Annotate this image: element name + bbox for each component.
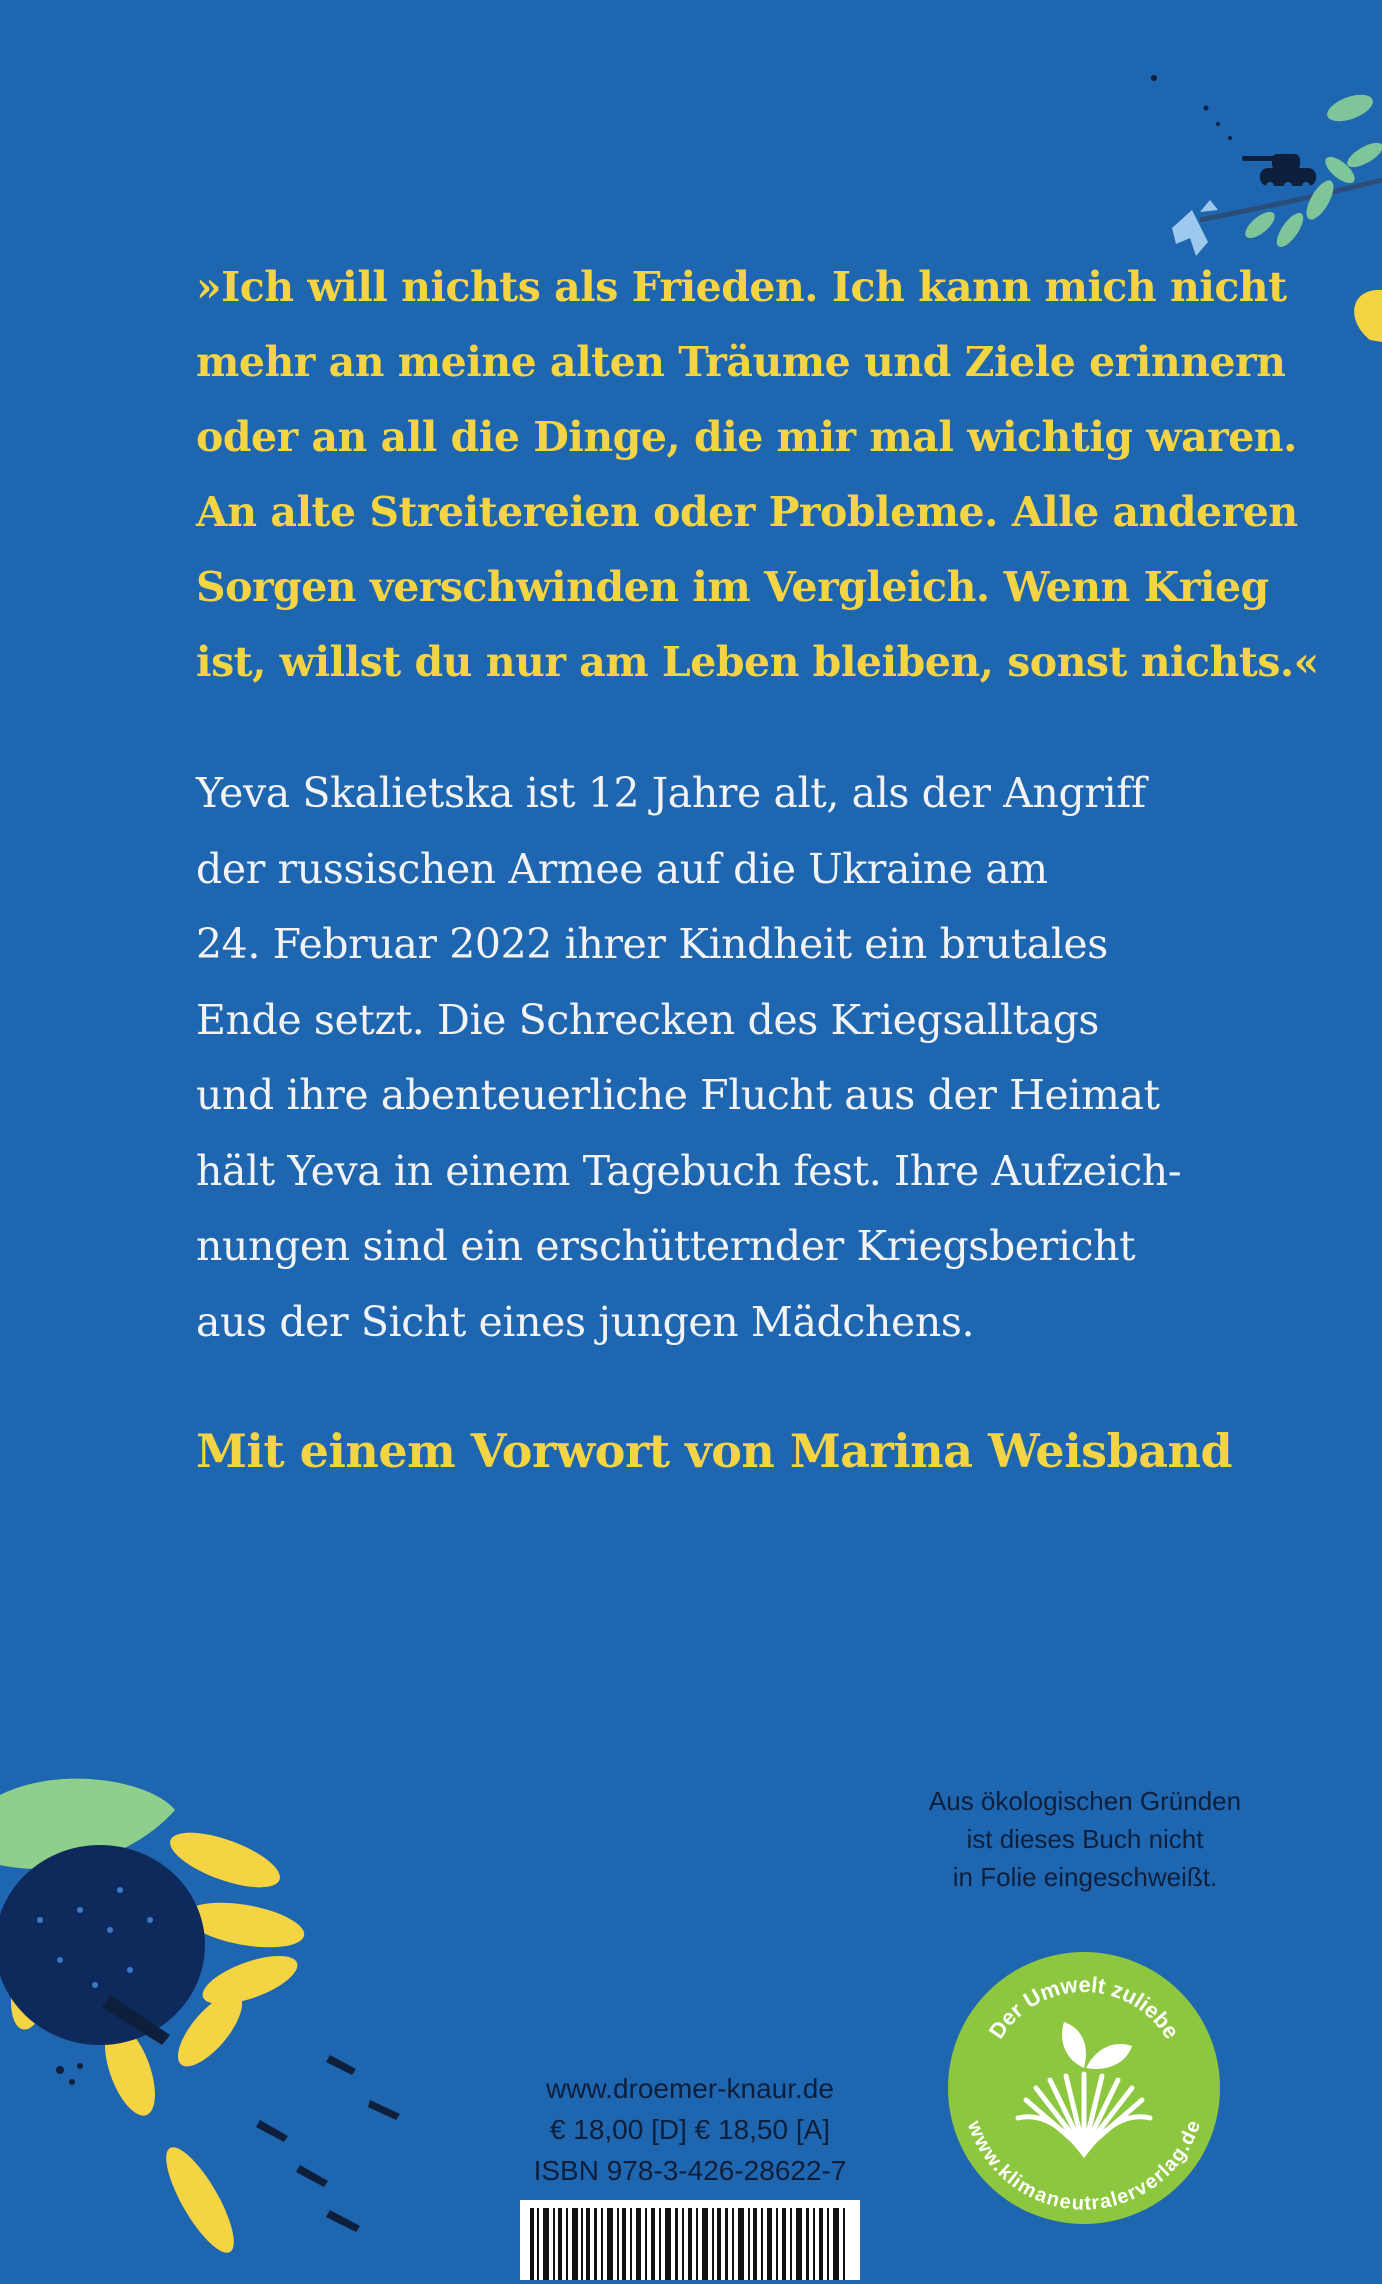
- eco-note-line: in Folie eingeschweißt.: [952, 1862, 1218, 1892]
- book-quote: [196, 250, 1319, 700]
- yellow-petal: [1354, 290, 1382, 342]
- publisher-website: www.droemer-knaur.de: [546, 2073, 834, 2104]
- blurb-line: hält Yeva in einem Tagebuch fest. Ihre Aufzeich-: [196, 1146, 1182, 1195]
- badge-bottom-text: www.klimaneutralerverlag.de: [962, 2117, 1206, 2215]
- isbn-label: ISBN 978-3-426-28622-7: [533, 2155, 847, 2186]
- sunflower-seed-head: [0, 1845, 205, 2045]
- flower-icon: [1172, 200, 1218, 256]
- eco-note-line: Aus ökologischen Gründen: [928, 1786, 1242, 1816]
- blurb-line: aus der Sicht eines jungen Mädchens.: [196, 1297, 975, 1346]
- quote-line: »Ich will nichts als Frieden. Ich kann mich nicht: [196, 263, 1287, 311]
- blurb-line: der russischen Armee auf die Ukraine am: [196, 844, 1048, 893]
- quote-line: ist, willst du nur am Leben bleiben, sonst nichts.«: [196, 638, 1319, 686]
- quote-line: An alte Streitereien oder Probleme. Alle anderen: [196, 488, 1298, 536]
- climate-neutral-badge: [946, 1950, 1222, 2226]
- blurb-line: Ende setzt. Die Schrecken des Kriegsalltags: [196, 995, 1100, 1044]
- eco-note-line: ist dieses Buch nicht: [966, 1824, 1204, 1854]
- price-label: € 18,00 [D] € 18,50 [A]: [549, 2114, 831, 2145]
- quote-line: oder an all die Dinge, die mir mal wichtig waren.: [196, 413, 1297, 461]
- debris-dots: [1151, 75, 1232, 140]
- sunflower-icon: [0, 1779, 308, 2261]
- badge-top-text: Der Umwelt zuliebe: [983, 1971, 1185, 2044]
- isbn-barcode: [520, 2200, 860, 2280]
- blurb-line: und ihre abenteuerliche Flucht aus der Heimat: [196, 1071, 1160, 1119]
- blurb-line: nungen sind ein erschütternder Kriegsbericht: [196, 1222, 1136, 1270]
- sunflower-decoration: [0, 1770, 410, 2280]
- blurb-line: Yeva Skalietska ist 12 Jahre alt, als der Angriff: [196, 769, 1146, 817]
- quote-line: Sorgen verschwinden im Vergleich. Wenn Krieg: [196, 563, 1269, 611]
- tank-icon: [1242, 154, 1316, 190]
- book-blurb: [196, 756, 1226, 1360]
- debris-dots: [56, 2063, 83, 2085]
- blurb-line: 24. Februar 2022 ihrer Kindheit ein brutales: [196, 920, 1108, 968]
- foreword-credit: Mit einem Vorwort von Marina Weisband: [196, 1424, 1233, 1478]
- publisher-info: [510, 2068, 870, 2191]
- eco-note: [900, 1782, 1270, 1896]
- barcode-bars: [520, 2200, 860, 2280]
- quote-line: mehr an meine alten Träume und Ziele erinnern: [196, 338, 1286, 386]
